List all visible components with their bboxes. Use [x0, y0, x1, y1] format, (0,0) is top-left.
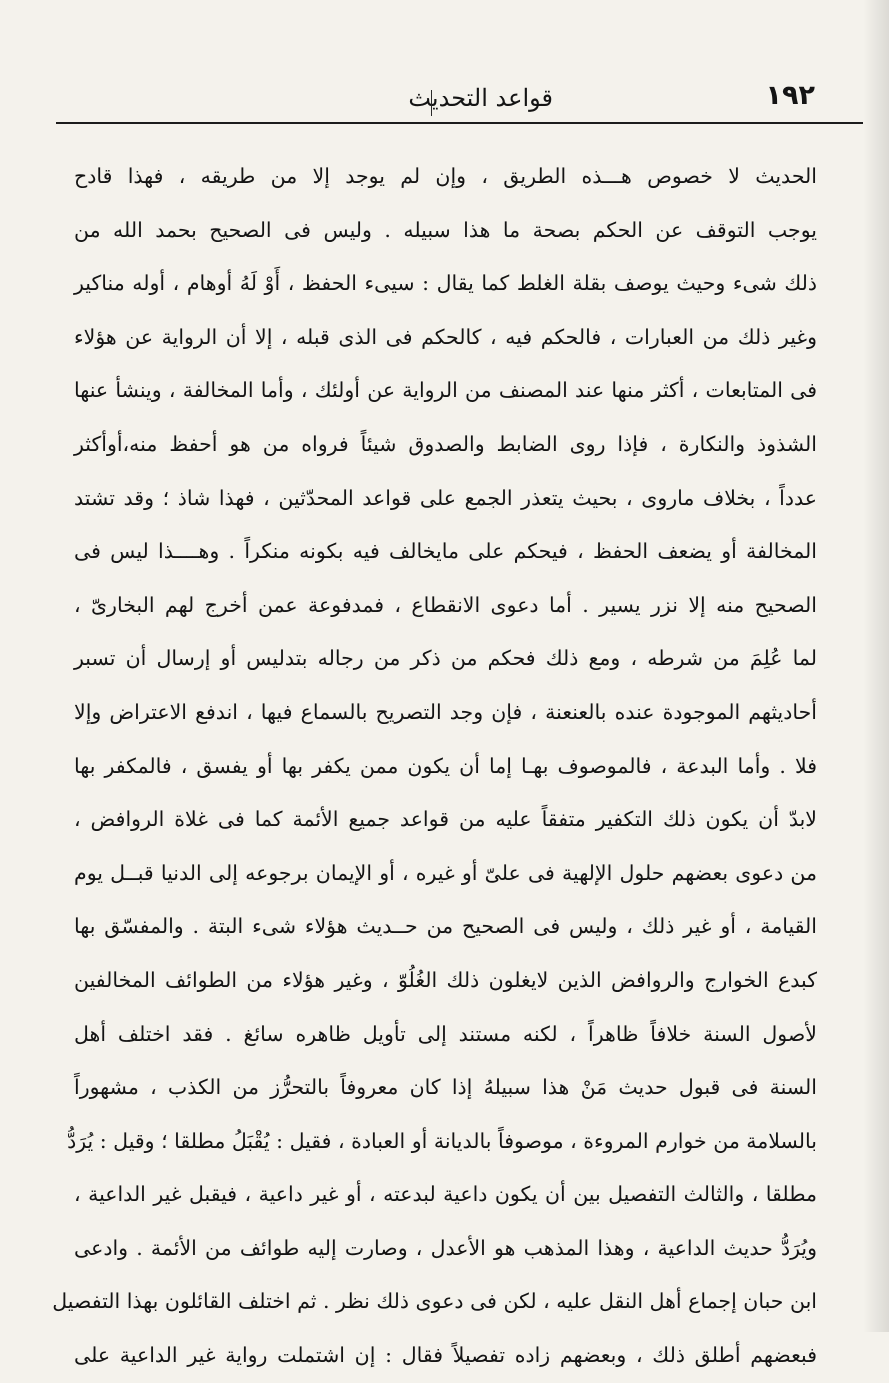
text-line: الشذوذ والنكارة ، فإذا روى الضابط والصدوق شيئاً فرواه من هو أحفظ منه،أوأكثر: [74, 431, 817, 456]
text-line: لما عُلِمَ من شرطه ، ومع ذلك فحكم من ذكر من رجاله بتدليس أو إرسال أن تسبر: [74, 646, 817, 671]
text-line: فبعضهم أطلق ذلك ، وبعضهم زاده تفصيلاً فقال : إن اشتملت رواية غير الداعية على: [74, 1343, 817, 1368]
text-line: القيامة ، أو غير ذلك ، وليس فى الصحيح من حــديث هؤلاء شىء البتة . والمفسّق بها: [74, 914, 817, 939]
body-text: [52, 150, 817, 1383]
text-line: ذلك شىء وحيث يوصف بقلة الغلط كما يقال : سيىء الحفظ ، أَوْ لَهُ أوهام ، أوله مناكير: [74, 271, 817, 296]
text-line: الحديث لا خصوص هـــذه الطريق ، وإن لم يوجد إلا من طريقه ، فهذا قادح: [74, 164, 817, 188]
text-line: الصحيح منه إلا نزر يسير . أما دعوى الانقطاع ، فمدفوعة عمن أخرج لهم البخارىّ ،: [74, 592, 817, 617]
header-rule: [56, 122, 863, 124]
text-line: وغير ذلك من العبارات ، فالحكم فيه ، كالحكم فى الذى قبله ، إلا أن الرواية عن هؤلاء: [74, 324, 817, 349]
text-line: السنة فى قبول حديث مَنْ هذا سبيلهُ إذا كان معروفاً بالتحرُّز من الكذب ، مشهوراً: [74, 1075, 817, 1100]
text-line: المخالفة أو يضعف الحفظ ، فيحكم على مايخالف فيه بكونه منكراً . وهــــذا ليس فى: [74, 539, 817, 564]
running-title: قواعد التحديث: [408, 84, 553, 112]
page-header: [60, 72, 815, 124]
text-line: يوجب التوقف عن الحكم بصحة ما هذا سبيله . وليس فى الصحيح بحمد الله من: [74, 217, 817, 242]
text-line: لأصول السنة خلافاً ظاهراً ، لكنه مستند إلى تأويل ظاهره سائغ . فقد اختلف أهل: [74, 1021, 817, 1046]
page-number: ١٩٢: [765, 80, 815, 111]
text-line: ويُرَدُّ حديث الداعية ، وهذا المذهب هو الأعدل ، وصارت إليه طوائف من الأئمة . وادعى: [74, 1235, 817, 1260]
text-line: ابن حبان إجماع أهل النقل عليه ، لكن فى دعوى ذلك نظر . ثم اختلف القائلون بهذا التفصيل: [52, 1289, 817, 1314]
text-line: بالسلامة من خوارم المروءة ، موصوفاً بالديانة أو العبادة ، فقيل : يُقْبَلُ مطلقا ؛ وقيل : يُرَدُّ: [67, 1128, 817, 1153]
text-line: فلا . وأما البدعة ، فالموصوف بهـا إما أن يكون ممن يكفر بها أو يفسق ، فالمكفر بها: [74, 753, 817, 778]
text-line: أحاديثهم الموجودة عنده بالعنعنة ، فإن وجد التصريح بالسماع فيها ، اندفع الاعتراض وإلا: [74, 699, 817, 724]
text-line: فى المتابعات ، أكثر منها عند المصنف من الرواية عن أولئك ، وأما المخالفة ، وينشأ عنها: [74, 378, 817, 403]
header-divider-tick: [431, 90, 432, 116]
text-line: مطلقا ، والثالث التفصيل بين أن يكون داعية لبدعته ، أو غير داعية ، فيقبل غير الداعية ،: [74, 1182, 817, 1207]
text-line: عدداً ، بخلاف ماروى ، بحيث يتعذر الجمع على قواعد المحدّثين ، فهذا شاذ ؛ وقد تشتد: [74, 485, 817, 510]
text-line: كبدع الخوارج والروافض الذين لايغلون ذلك الغُلُوّ ، وغير هؤلاء من الطوائف المخالفين: [74, 967, 817, 992]
text-line: لابدّ أن يكون ذلك التكفير متفقاً عليه من قواعد جميع الأئمة كما فى غلاة الروافض ،: [74, 807, 817, 832]
page-edge-shadow: [863, 0, 889, 1332]
text-line: من دعوى بعضهم حلول الإلهية فى علىّ أو غيره ، أو الإيمان برجوعه إلى الدنيا قبــل يوم: [74, 860, 817, 885]
